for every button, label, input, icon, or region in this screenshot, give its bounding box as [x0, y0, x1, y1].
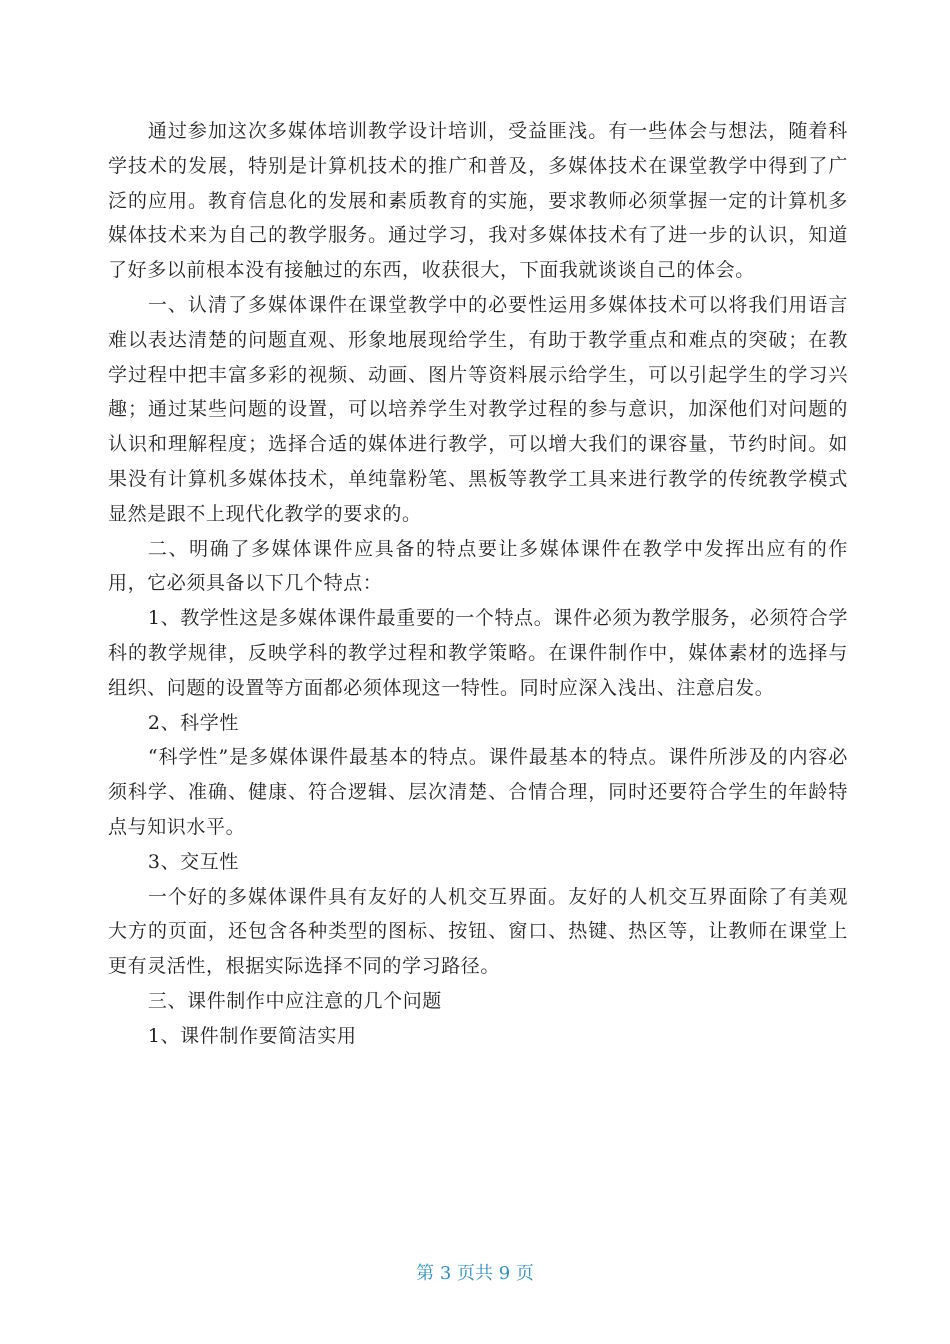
paragraph-interactive: 一个好的多媒体课件具有友好的人机交互界面。友好的人机交互界面除了有美观大方的页面，还包含各种类型的图标、按钮、窗口、热键、热区等，让教师在课堂上更有灵活性，根据实际选择不同的学习路径。	[108, 885, 848, 978]
page-number-footer: 第 3 页共 9 页	[416, 1263, 534, 1284]
paragraph-section-1: 一、认清了多媒体课件在课堂教学中的必要性运用多媒体技术可以将我们用语言难以表达清楚的问题直观、形象地展现给学生，有助于教学重点和难点的突破；在教学过程中把丰富多彩的视频、动画、图片等资料展示给学生，可以引起学生的学习兴趣；通过某些问题的设置，可以培养学生对教学过程的参与意识，加深他们对问题的认识和理解程度；选择合适的媒体进行教学，可以增大我们的课容量，节约时间。如果没有计算机多媒体技术，单纯靠粉笔、黑板等教学工具来进行教学的传统教学模式显然是跟不上现代化教学的要求的。	[108, 293, 848, 525]
document-body	[108, 114, 848, 1054]
paragraph-scientific: “科学性”是多媒体课件最基本的特点。课件最基本的特点。课件所涉及的内容必须科学、准确、健康、符合逻辑、层次清楚、合情合理，同时还要符合学生的年龄特点与知识水平。	[108, 746, 848, 838]
paragraph-point-1: 1、教学性这是多媒体课件最重要的一个特点。课件必须为教学服务，必须符合学科的教学规律，反映学科的教学过程和教学策略。在课件制作中，媒体素材的选择与组织、问题的设置等方面都必须体现这一特性。同时应深入浅出、注意启发。	[108, 607, 848, 699]
paragraph-section-3: 三、课件制作中应注意的几个问题	[147, 989, 442, 1012]
paragraph-section-2: 二、明确了多媒体课件应具备的特点要让多媒体课件在教学中发挥出应有的作用，它必须具备以下几个特点：	[108, 537, 848, 595]
paragraph-point-simple: 1、课件制作要简洁实用	[147, 1024, 357, 1047]
paragraph-heading-interactive: 3、交互性	[147, 850, 239, 873]
paragraph-heading-scientific: 2、科学性	[147, 711, 239, 734]
paragraph-intro: 通过参加这次多媒体培训教学设计培训，受益匪浅。有一些体会与想法，随着科学技术的发展，特别是计算机技术的推广和普及，多媒体技术在课堂教学中得到了广泛的应用。教育信息化的发展和素质教育的实施，要求教师必须掌握一定的计算机多媒体技术来为自己的教学服务。通过学习，我对多媒体技术有了进一步的认识，知道了好多以前根本没有接触过的东西，收获很大，下面我就谈谈自己的体会。	[108, 120, 848, 282]
